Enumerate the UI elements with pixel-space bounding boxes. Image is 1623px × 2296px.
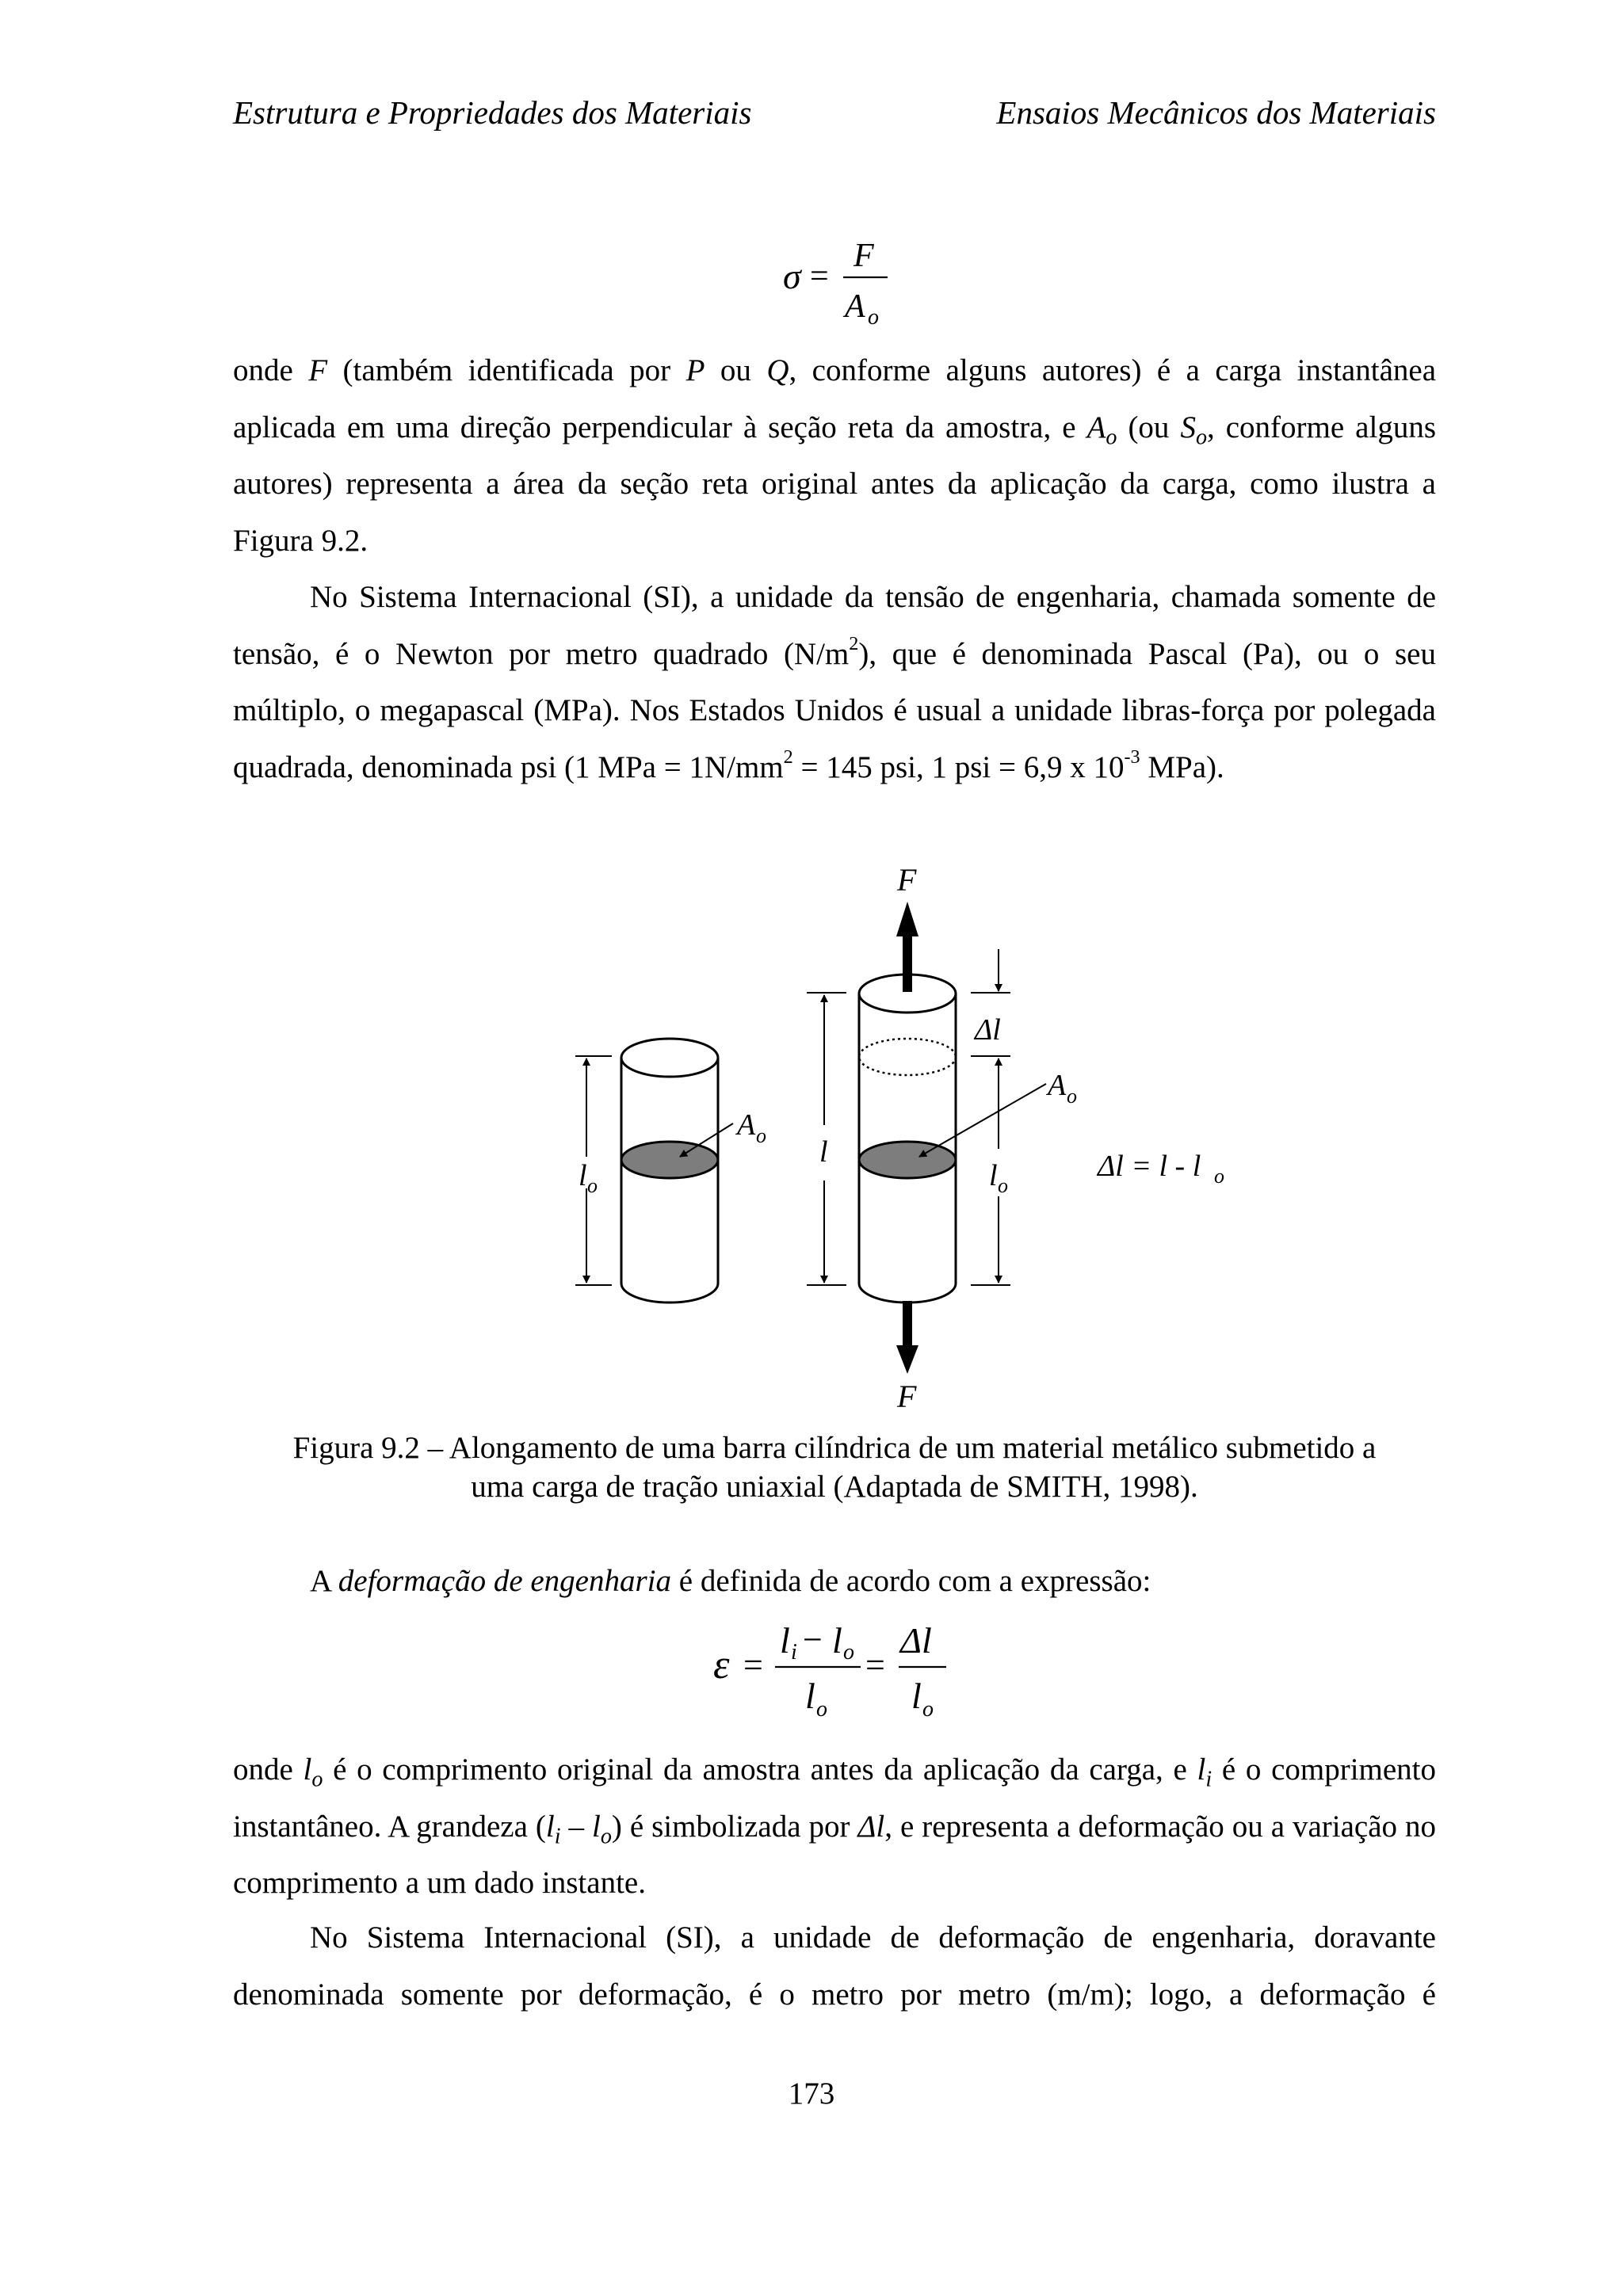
eq2-minus: −: [803, 1620, 823, 1659]
eq2-num-l2-sub: o: [843, 1640, 854, 1665]
original-cylinder: [621, 1039, 718, 1302]
eq2-num-l1: l: [780, 1620, 790, 1661]
label-delta-l: Δl: [975, 1013, 1001, 1047]
force-arrow-bottom: [896, 1301, 918, 1374]
p4-var-l4: l: [591, 1809, 601, 1844]
p4-var-l1: l: [303, 1753, 312, 1787]
label-force-top: F: [897, 862, 917, 898]
figure-elongation-diagram: [507, 856, 1268, 1426]
p1-text-5: (ou: [1117, 410, 1181, 444]
label-ao-right: A: [1048, 1069, 1067, 1102]
elongated-cylinder: [859, 974, 956, 1302]
p1-text-6: , conforme alguns autores) representa a área da seção reta original antes da aplicação da carga, como ilustra a Figura 9.2.: [233, 410, 1436, 558]
figure-caption: [233, 1428, 1436, 1506]
p2-text-4: MPa).: [1140, 749, 1224, 784]
paragraph-5: No Sistema Internacional (SI), a unidade de deformação de engenharia, doravante denominada somente por deformação, é o metro por metro (m/m); logo, a deformação é: [233, 1920, 1436, 2012]
p1-text-1: onde: [233, 353, 309, 387]
eq1-denominator: A: [845, 288, 865, 325]
p1-var-A-sub: o: [1106, 424, 1117, 449]
label-lo-left: l: [579, 1159, 587, 1192]
p1-var-F: F: [308, 353, 328, 387]
label-delta-formula-sub: o: [1214, 1165, 1224, 1188]
eq1-numerator: F: [854, 238, 874, 274]
p4-text-2: é o comprimento original da amostra antes da aplicação da carga, e: [323, 1753, 1197, 1787]
label-delta-formula: Δl = l - l: [1098, 1150, 1201, 1183]
equals-sign: =: [810, 258, 829, 295]
label-lo-left-sub: o: [587, 1174, 598, 1197]
p4-var-l3: l: [545, 1809, 555, 1844]
paragraph-4: [233, 1741, 1436, 1912]
label-lo-right: l: [989, 1159, 998, 1192]
eq2-num-l1-sub: i: [791, 1640, 797, 1665]
caption-line-2: uma carga de tração uniaxial (Adaptada de SMITH, 1998).: [471, 1470, 1198, 1504]
label-ao-right-sub: o: [1067, 1085, 1077, 1108]
p1-var-A: A: [1086, 410, 1106, 444]
p3-text-1: A: [310, 1564, 338, 1598]
p3-text-2: é definida de acordo com a expressão:: [671, 1564, 1151, 1598]
caption-line-1: Figura 9.2 – Alongamento de uma barra cilíndrica de um material metálico submetido a: [292, 1431, 1377, 1465]
p4-var-l3-sub: i: [554, 1823, 561, 1848]
eq2-den-l1: l: [805, 1676, 815, 1716]
area-arrow-right: [919, 1084, 1046, 1157]
p4-text-1: onde: [233, 1753, 304, 1787]
p1-var-P: P: [685, 353, 705, 387]
eq2-den-l2: l: [911, 1676, 922, 1716]
p2-sup-2: 2: [783, 746, 793, 768]
eq2-num-delta-l: Δl: [900, 1620, 932, 1661]
p4-text-4: –: [560, 1809, 592, 1844]
paragraph-2: [233, 569, 1436, 795]
p1-text-2: (também identificada por: [327, 353, 686, 387]
header-right: Ensaios Mecânicos dos Materiais: [996, 94, 1436, 131]
label-l: l: [819, 1135, 828, 1169]
p2-text-1: No Sistema Internacional (SI), a unidade da tensão de engenharia, chamada somente de tensão, é o Newton por metro quadrado (N/m: [233, 580, 1436, 671]
p4-text-3: é o comprimento instantâneo. A grandeza (: [233, 1753, 1437, 1844]
label-ao-left: A: [737, 1108, 756, 1142]
sigma-symbol: σ: [783, 256, 801, 296]
eq2-den-l1-sub: o: [816, 1697, 827, 1722]
eq1-denominator-sub: o: [868, 305, 879, 330]
label-lo-right-sub: o: [998, 1174, 1008, 1197]
p4-var-delta-l: Δl: [857, 1809, 885, 1844]
p4-var-l2-sub: i: [1205, 1767, 1212, 1792]
paragraph-3: [233, 1553, 1436, 1610]
label-force-bottom: F: [897, 1379, 917, 1414]
p2-text-2: ), que é denominada Pascal (Pa), ou o seu múltiplo, o megapascal (MPa). Nos Estados Unidos é usual a unidade libras-força por polegada quadrada, denominada psi (1 MPa = 1N/mm: [233, 636, 1436, 784]
p4-var-l2: l: [1197, 1753, 1206, 1787]
cross-section-left: [621, 1142, 718, 1178]
p4-text-6: , e representa a deformação ou a variação no comprimento a um dado instante.: [233, 1809, 1437, 1900]
label-ao-left-sub: o: [756, 1124, 766, 1147]
p3-emphasis: deformação de engenharia: [338, 1564, 672, 1598]
page-number: 173: [788, 2077, 835, 2111]
p2-sup-3: -3: [1124, 746, 1140, 768]
epsilon-symbol: ε: [713, 1642, 730, 1688]
equals-sign-2: =: [865, 1646, 885, 1684]
eq2-den-l2-sub: o: [922, 1697, 934, 1722]
header-left: Estrutura e Propriedades dos Materiais: [233, 94, 752, 131]
p4-text-5: ) é simbolizada por: [611, 1809, 858, 1844]
p4-var-l4-sub: o: [600, 1823, 612, 1848]
cross-section-right: [859, 1142, 956, 1178]
stress-equation: [761, 230, 903, 341]
original-top-outline: [859, 1039, 956, 1075]
strain-equation: [697, 1610, 967, 1737]
p1-var-Q: Q: [766, 353, 789, 387]
p4-var-l1-sub: o: [311, 1767, 323, 1792]
equals-sign-1: =: [743, 1646, 763, 1684]
p2-sup-1: 2: [849, 632, 859, 654]
eq2-num-l2: l: [832, 1620, 842, 1661]
p2-text-3: = 145 psi, 1 psi = 6,9 x 10: [792, 749, 1125, 784]
p1-var-S: S: [1180, 410, 1196, 444]
p1-text-3: ou: [705, 353, 767, 387]
paragraph-1: [233, 342, 1436, 569]
p1-var-S-sub: o: [1195, 424, 1207, 449]
p1-text-4: , conforme alguns autores) é a carga instantânea aplicada em uma direção perpendicular à seção reta da amostra, e: [233, 353, 1437, 444]
